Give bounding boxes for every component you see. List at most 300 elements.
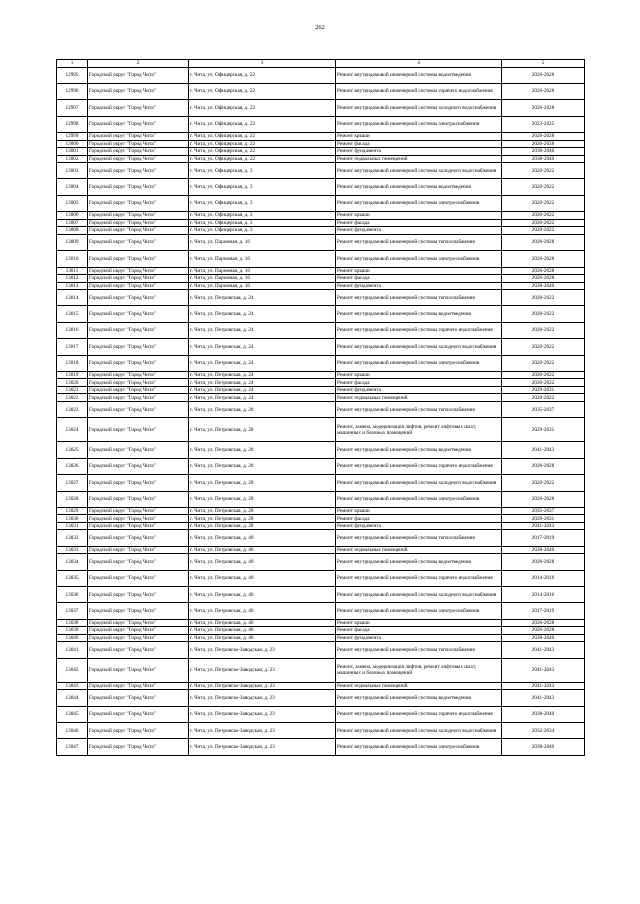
row-number-cell: 13040	[57, 634, 88, 642]
municipality-cell: Городской округ "Город Чита"	[88, 267, 189, 275]
table-row	[57, 546, 585, 554]
table-row	[57, 475, 585, 491]
period-cell: 2020-2022	[502, 339, 585, 355]
period-cell: 2020-2022	[502, 219, 585, 227]
period-cell: 2029-2031	[502, 386, 585, 394]
table-row	[57, 739, 585, 755]
period-cell: 2026-2028	[502, 275, 585, 283]
address-cell: г. Чита, ул. Петровская, д. 28	[189, 491, 336, 507]
municipality-cell: Городской округ "Город Чита"	[88, 379, 189, 387]
municipality-cell: Городской округ "Город Чита"	[88, 739, 189, 755]
period-cell: 2035-2037	[502, 401, 585, 417]
period-cell: 2026-2028	[502, 234, 585, 250]
address-cell: г. Чита, ул. Паромная, д. 16	[189, 282, 336, 290]
row-number-cell: 13047	[57, 739, 88, 755]
table-row	[57, 155, 585, 163]
row-number-cell: 13004	[57, 179, 88, 195]
address-cell: г. Чита, ул. Петровская, д. 40	[189, 546, 336, 554]
address-cell: г. Чита, ул. Петровская, д. 24	[189, 379, 336, 387]
row-number-cell: 13003	[57, 163, 88, 179]
address-cell: г. Чита, ул. Петровская, д. 24	[189, 386, 336, 394]
table-row	[57, 522, 585, 530]
period-cell: 2041-2043	[502, 690, 585, 706]
period-cell: 2026-2028	[502, 458, 585, 474]
address-cell: г. Чита, ул. Офицерская, д. 22	[189, 67, 336, 83]
table-row	[57, 690, 585, 706]
row-number-cell: 13036	[57, 587, 88, 603]
work-type-cell: Ремонт фундамента	[336, 386, 502, 394]
row-number-cell: 12998	[57, 116, 88, 132]
period-cell: 2020-2022	[502, 290, 585, 306]
work-type-cell: Ремонт подвальных помещений	[336, 546, 502, 554]
table-row	[57, 251, 585, 267]
municipality-cell: Городской округ "Город Чита"	[88, 642, 189, 658]
work-type-cell: Ремонт внутридомовой инженерной системы теплоснабжения	[336, 290, 502, 306]
period-cell: 2020-2022	[502, 371, 585, 379]
row-number-cell: 13035	[57, 570, 88, 586]
work-type-cell: Ремонт подвальных помещений	[336, 155, 502, 163]
municipality-cell: Городской округ "Город Чита"	[88, 386, 189, 394]
table-row	[57, 627, 585, 635]
work-type-cell: Ремонт внутридомовой инженерной системы электроснабжения	[336, 355, 502, 371]
period-cell: 2038-2040	[502, 546, 585, 554]
table-row	[57, 140, 585, 148]
work-type-cell: Ремонт внутридомовой инженерной системы горячего водоснабжения	[336, 458, 502, 474]
table-row	[57, 570, 585, 586]
municipality-cell: Городской округ "Город Чита"	[88, 619, 189, 627]
row-number-cell: 13014	[57, 290, 88, 306]
column-header: 3	[189, 60, 336, 68]
work-type-cell: Ремонт внутридомовой инженерной системы холодного водоснабжения	[336, 475, 502, 491]
period-cell: 2020-2022	[502, 163, 585, 179]
row-number-cell: 13018	[57, 355, 88, 371]
row-number-cell: 13030	[57, 515, 88, 523]
row-number-cell: 13027	[57, 475, 88, 491]
address-cell: г. Чита, ул. Паромная, д. 16	[189, 251, 336, 267]
municipality-cell: Городской округ "Город Чита"	[88, 418, 189, 442]
work-type-cell: Ремонт внутридомовой инженерной системы холодного водоснабжения	[336, 587, 502, 603]
address-cell: г. Чита, ул. Петровская, д. 24	[189, 306, 336, 322]
work-type-cell: Ремонт внутридомовой инженерной системы водоотведения	[336, 690, 502, 706]
address-cell: г. Чита, ул. Петровская, д. 28	[189, 418, 336, 442]
period-cell: 2026-2028	[502, 619, 585, 627]
row-number-cell: 13008	[57, 227, 88, 235]
work-type-cell: Ремонт внутридомовой инженерной системы горячего водоснабжения	[336, 322, 502, 338]
row-number-cell: 13005	[57, 195, 88, 211]
address-cell: г. Чита, ул. Петровская, д. 28	[189, 515, 336, 523]
table-row	[57, 371, 585, 379]
address-cell: г. Чита, ул. Петровская, д. 40	[189, 619, 336, 627]
municipality-cell: Городской округ "Город Чита"	[88, 219, 189, 227]
address-cell: г. Чита, ул. Офицерская, д. 22	[189, 100, 336, 116]
table-row	[57, 163, 585, 179]
municipality-cell: Городской округ "Город Чита"	[88, 530, 189, 546]
period-cell: 2020-2022	[502, 227, 585, 235]
work-type-cell: Ремонт фасада	[336, 140, 502, 148]
municipality-cell: Городской округ "Город Чита"	[88, 322, 189, 338]
row-number-cell: 13046	[57, 723, 88, 739]
table-row	[57, 290, 585, 306]
table-body	[57, 67, 585, 755]
work-type-cell: Ремонт, замена, модернизация лифтов, ремонт лифтовых шахт, машинных и блочных помещений	[336, 658, 502, 682]
work-type-cell: Ремонт фундамента	[336, 282, 502, 290]
table-row	[57, 658, 585, 682]
address-cell: г. Чита, ул. Петровская, д. 28	[189, 442, 336, 458]
row-number-cell: 13023	[57, 401, 88, 417]
period-cell: 2038-2040	[502, 634, 585, 642]
work-type-cell: Ремонт крыши	[336, 507, 502, 515]
row-number-cell: 13034	[57, 554, 88, 570]
work-type-cell: Ремонт фасада	[336, 219, 502, 227]
period-cell: 2026-2028	[502, 267, 585, 275]
municipality-cell: Городской округ "Город Чита"	[88, 227, 189, 235]
period-cell: 2041-2043	[502, 522, 585, 530]
address-cell: г. Чита, ул. Петровская, д. 40	[189, 554, 336, 570]
table-row	[57, 386, 585, 394]
table-row	[57, 723, 585, 739]
municipality-cell: Городской округ "Город Чита"	[88, 355, 189, 371]
address-cell: г. Чита, ул. Петровская, д. 28	[189, 522, 336, 530]
address-cell: г. Чита, ул. Петровская, д. 40	[189, 570, 336, 586]
work-type-cell: Ремонт крыши	[336, 133, 502, 141]
table-row	[57, 379, 585, 387]
capital-repair-table	[56, 59, 585, 756]
municipality-cell: Городской округ "Город Чита"	[88, 682, 189, 690]
period-cell: 2029-2031	[502, 515, 585, 523]
row-number-cell: 13001	[57, 148, 88, 156]
row-number-cell: 13017	[57, 339, 88, 355]
row-number-cell: 13037	[57, 603, 88, 619]
work-type-cell: Ремонт внутридомовой инженерной системы теплоснабжения	[336, 234, 502, 250]
row-number-cell: 13021	[57, 386, 88, 394]
table-row	[57, 515, 585, 523]
address-cell: г. Чита, ул. Паромная, д. 16	[189, 275, 336, 283]
period-cell: 2026-2028	[502, 251, 585, 267]
period-cell: 2020-2022	[502, 394, 585, 402]
period-cell: 2014-2016	[502, 570, 585, 586]
address-cell: г. Чита, ул. Офицерская, д. 22	[189, 83, 336, 99]
address-cell: г. Чита, ул. Офицерская, д. 22	[189, 133, 336, 141]
address-cell: г. Чита, ул. Офицерская, д. 3	[189, 212, 336, 220]
work-type-cell: Ремонт фасада	[336, 515, 502, 523]
municipality-cell: Городской округ "Город Чита"	[88, 133, 189, 141]
row-number-cell: 13020	[57, 379, 88, 387]
row-number-cell: 13032	[57, 530, 88, 546]
table-row	[57, 275, 585, 283]
municipality-cell: Городской округ "Город Чита"	[88, 290, 189, 306]
column-header: 4	[336, 60, 502, 68]
period-cell: 2038-2040	[502, 155, 585, 163]
address-cell: г. Чита, ул. Офицерская, д. 3	[189, 195, 336, 211]
work-type-cell: Ремонт внутридомовой инженерной системы электроснабжения	[336, 251, 502, 267]
period-cell: 2020-2022	[502, 212, 585, 220]
municipality-cell: Городской округ "Город Чита"	[88, 155, 189, 163]
period-cell: 2032-2034	[502, 723, 585, 739]
work-type-cell: Ремонт внутридомовой инженерной системы электроснабжения	[336, 739, 502, 755]
address-cell: г. Чита, ул. Петровско-Заводская, д. 23	[189, 706, 336, 722]
table-row	[57, 322, 585, 338]
work-type-cell: Ремонт крыши	[336, 619, 502, 627]
table-row	[57, 603, 585, 619]
work-type-cell: Ремонт фундамента	[336, 227, 502, 235]
work-type-cell: Ремонт внутридомовой инженерной системы теплоснабжения	[336, 401, 502, 417]
table-row	[57, 491, 585, 507]
row-number-cell: 13012	[57, 275, 88, 283]
work-type-cell: Ремонт внутридомовой инженерной системы холодного водоснабжения	[336, 339, 502, 355]
period-cell: 2029-2031	[502, 418, 585, 442]
work-type-cell: Ремонт фасада	[336, 379, 502, 387]
municipality-cell: Городской округ "Город Чита"	[88, 507, 189, 515]
address-cell: г. Чита, ул. Петровская, д. 28	[189, 507, 336, 515]
period-cell: 2035-2037	[502, 507, 585, 515]
address-cell: г. Чита, ул. Петровская, д. 28	[189, 458, 336, 474]
work-type-cell: Ремонт фундамента	[336, 634, 502, 642]
address-cell: г. Чита, ул. Петровская, д. 40	[189, 634, 336, 642]
table-row	[57, 148, 585, 156]
period-cell: 2020-2022	[502, 322, 585, 338]
work-type-cell: Ремонт внутридомовой инженерной системы водоотведения	[336, 179, 502, 195]
municipality-cell: Городской округ "Город Чита"	[88, 546, 189, 554]
work-type-cell: Ремонт подвальных помещений	[336, 682, 502, 690]
table-row	[57, 219, 585, 227]
table-row	[57, 418, 585, 442]
table-row	[57, 227, 585, 235]
period-cell: 2026-2028	[502, 554, 585, 570]
table-row	[57, 282, 585, 290]
work-type-cell: Ремонт крыши	[336, 267, 502, 275]
address-cell: г. Чита, ул. Петровская, д. 24	[189, 290, 336, 306]
row-number-cell: 13025	[57, 442, 88, 458]
table-row	[57, 179, 585, 195]
municipality-cell: Городской округ "Город Чита"	[88, 306, 189, 322]
municipality-cell: Городской округ "Город Чита"	[88, 603, 189, 619]
period-cell: 2026-2028	[502, 133, 585, 141]
municipality-cell: Городской округ "Город Чита"	[88, 251, 189, 267]
work-type-cell: Ремонт внутридомовой инженерной системы горячего водоснабжения	[336, 570, 502, 586]
row-number-cell: 13029	[57, 507, 88, 515]
municipality-cell: Городской округ "Город Чита"	[88, 163, 189, 179]
municipality-cell: Городской округ "Город Чита"	[88, 627, 189, 635]
work-type-cell: Ремонт, замена, модернизация лифтов, ремонт лифтовых шахт, машинных и блочных помещений	[336, 418, 502, 442]
row-number-cell: 13026	[57, 458, 88, 474]
period-cell: 2026-2028	[502, 100, 585, 116]
table-row	[57, 306, 585, 322]
address-cell: г. Чита, ул. Паромная, д. 16	[189, 267, 336, 275]
work-type-cell: Ремонт внутридомовой инженерной системы горячего водоснабжения	[336, 706, 502, 722]
table-row	[57, 458, 585, 474]
period-cell: 2041-2043	[502, 442, 585, 458]
row-number-cell: 13010	[57, 251, 88, 267]
municipality-cell: Городской округ "Город Чита"	[88, 475, 189, 491]
municipality-cell: Городской округ "Город Чита"	[88, 339, 189, 355]
table-row	[57, 355, 585, 371]
table-row	[57, 634, 585, 642]
work-type-cell: Ремонт внутридомовой инженерной системы теплоснабжения	[336, 642, 502, 658]
row-number-cell: 12997	[57, 100, 88, 116]
table-row	[57, 682, 585, 690]
period-cell: 2023-2025	[502, 116, 585, 132]
address-cell: г. Чита, ул. Офицерская, д. 3	[189, 219, 336, 227]
row-number-cell: 13038	[57, 619, 88, 627]
table-row	[57, 442, 585, 458]
period-cell: 2020-2022	[502, 355, 585, 371]
municipality-cell: Городской округ "Город Чита"	[88, 282, 189, 290]
row-number-cell: 13022	[57, 394, 88, 402]
table-row	[57, 234, 585, 250]
column-header: 5	[502, 60, 585, 68]
address-cell: г. Чита, ул. Петровская, д. 28	[189, 401, 336, 417]
table-row	[57, 67, 585, 83]
table-row	[57, 339, 585, 355]
address-cell: г. Чита, ул. Петровская, д. 24	[189, 371, 336, 379]
municipality-cell: Городской округ "Город Чита"	[88, 67, 189, 83]
municipality-cell: Городской округ "Город Чита"	[88, 212, 189, 220]
table-row	[57, 195, 585, 211]
address-cell: г. Чита, ул. Петровская, д. 40	[189, 587, 336, 603]
work-type-cell: Ремонт внутридомовой инженерной системы водоотведения	[336, 554, 502, 570]
table-row	[57, 554, 585, 570]
period-cell: 2038-2040	[502, 739, 585, 755]
work-type-cell: Ремонт подвальных помещений	[336, 394, 502, 402]
municipality-cell: Городской округ "Город Чита"	[88, 83, 189, 99]
row-number-cell: 13041	[57, 642, 88, 658]
municipality-cell: Городской округ "Город Чита"	[88, 587, 189, 603]
period-cell: 2020-2022	[502, 195, 585, 211]
period-cell: 2026-2028	[502, 83, 585, 99]
table-row	[57, 212, 585, 220]
period-cell: 2026-2028	[502, 491, 585, 507]
municipality-cell: Городской округ "Город Чита"	[88, 148, 189, 156]
work-type-cell: Ремонт внутридомовой инженерной системы водоотведения	[336, 442, 502, 458]
municipality-cell: Городской округ "Город Чита"	[88, 690, 189, 706]
header-row	[57, 60, 585, 68]
row-number-cell: 12996	[57, 83, 88, 99]
work-type-cell: Ремонт внутридомовой инженерной системы электроснабжения	[336, 603, 502, 619]
municipality-cell: Городской округ "Город Чита"	[88, 522, 189, 530]
address-cell: г. Чита, ул. Офицерская, д. 22	[189, 155, 336, 163]
address-cell: г. Чита, ул. Офицерская, д. 3	[189, 163, 336, 179]
row-number-cell: 13007	[57, 219, 88, 227]
row-number-cell: 13019	[57, 371, 88, 379]
row-number-cell: 13009	[57, 234, 88, 250]
municipality-cell: Городской округ "Город Чита"	[88, 195, 189, 211]
address-cell: г. Чита, ул. Офицерская, д. 22	[189, 116, 336, 132]
work-type-cell: Ремонт внутридомовой инженерной системы электроснабжения	[336, 491, 502, 507]
address-cell: г. Чита, ул. Петровская, д. 24	[189, 394, 336, 402]
period-cell: 2017-2019	[502, 530, 585, 546]
work-type-cell: Ремонт внутридомовой инженерной системы электроснабжения	[336, 116, 502, 132]
work-type-cell: Ремонт крыши	[336, 371, 502, 379]
row-number-cell: 13002	[57, 155, 88, 163]
address-cell: г. Чита, ул. Офицерская, д. 3	[189, 227, 336, 235]
address-cell: г. Чита, ул. Петровско-Заводская, д. 23	[189, 723, 336, 739]
period-cell: 2026-2028	[502, 140, 585, 148]
period-cell: 2026-2028	[502, 67, 585, 83]
table-row	[57, 394, 585, 402]
table-row	[57, 116, 585, 132]
address-cell: г. Чита, ул. Офицерская, д. 22	[189, 148, 336, 156]
municipality-cell: Городской округ "Город Чита"	[88, 275, 189, 283]
row-number-cell: 12999	[57, 133, 88, 141]
row-number-cell: 13015	[57, 306, 88, 322]
address-cell: г. Чита, ул. Петровская, д. 40	[189, 627, 336, 635]
municipality-cell: Городской округ "Город Чита"	[88, 706, 189, 722]
municipality-cell: Городской округ "Город Чита"	[88, 723, 189, 739]
work-type-cell: Ремонт крыши	[336, 212, 502, 220]
work-type-cell: Ремонт фасада	[336, 627, 502, 635]
work-type-cell: Ремонт внутридомовой инженерной системы водоотведения	[336, 67, 502, 83]
table-row	[57, 267, 585, 275]
table-row	[57, 507, 585, 515]
municipality-cell: Городской округ "Город Чита"	[88, 570, 189, 586]
work-type-cell: Ремонт внутридомовой инженерной системы горячего водоснабжения	[336, 83, 502, 99]
municipality-cell: Городской округ "Город Чита"	[88, 515, 189, 523]
table-row	[57, 530, 585, 546]
municipality-cell: Городской округ "Город Чита"	[88, 554, 189, 570]
work-type-cell: Ремонт внутридомовой инженерной системы холодного водоснабжения	[336, 723, 502, 739]
municipality-cell: Городской округ "Город Чита"	[88, 401, 189, 417]
address-cell: г. Чита, ул. Петровская, д. 28	[189, 475, 336, 491]
municipality-cell: Городской округ "Город Чита"	[88, 100, 189, 116]
period-cell: 2041-2043	[502, 642, 585, 658]
table-row	[57, 401, 585, 417]
row-number-cell: 13013	[57, 282, 88, 290]
period-cell: 2041-2043	[502, 658, 585, 682]
period-cell: 2026-2028	[502, 627, 585, 635]
row-number-cell: 13044	[57, 690, 88, 706]
table-row	[57, 706, 585, 722]
row-number-cell: 13042	[57, 658, 88, 682]
address-cell: г. Чита, ул. Петровская, д. 40	[189, 603, 336, 619]
municipality-cell: Городской округ "Город Чита"	[88, 371, 189, 379]
address-cell: г. Чита, ул. Петровско-Заводская, д. 23	[189, 658, 336, 682]
work-type-cell: Ремонт внутридомовой инженерной системы электроснабжения	[336, 195, 502, 211]
address-cell: г. Чита, ул. Петровско-Заводская, д. 23	[189, 682, 336, 690]
row-number-cell: 13011	[57, 267, 88, 275]
column-header: 2	[88, 60, 189, 68]
table-row	[57, 133, 585, 141]
row-number-cell: 13039	[57, 627, 88, 635]
period-cell: 2017-2019	[502, 603, 585, 619]
municipality-cell: Городской округ "Город Чита"	[88, 658, 189, 682]
work-type-cell: Ремонт фундамента	[336, 522, 502, 530]
period-cell: 2038-2040	[502, 706, 585, 722]
table-row	[57, 619, 585, 627]
municipality-cell: Городской округ "Город Чита"	[88, 140, 189, 148]
work-type-cell: Ремонт внутридомовой инженерной системы холодного водоснабжения	[336, 100, 502, 116]
work-type-cell: Ремонт фасада	[336, 275, 502, 283]
address-cell: г. Чита, ул. Офицерская, д. 22	[189, 140, 336, 148]
address-cell: г. Чита, ул. Петровская, д. 24	[189, 355, 336, 371]
period-cell: 2038-2040	[502, 148, 585, 156]
row-number-cell: 13000	[57, 140, 88, 148]
address-cell: г. Чита, ул. Петровско-Заводская, д. 23	[189, 642, 336, 658]
row-number-cell: 13045	[57, 706, 88, 722]
municipality-cell: Городской округ "Город Чита"	[88, 458, 189, 474]
row-number-cell: 12995	[57, 67, 88, 83]
address-cell: г. Чита, ул. Петровско-Заводская, д. 23	[189, 690, 336, 706]
address-cell: г. Чита, ул. Паромная, д. 16	[189, 234, 336, 250]
work-type-cell: Ремонт внутридомовой инженерной системы теплоснабжения	[336, 530, 502, 546]
period-cell: 2014-2016	[502, 587, 585, 603]
table-row	[57, 642, 585, 658]
municipality-cell: Городской округ "Город Чита"	[88, 442, 189, 458]
table-row	[57, 83, 585, 99]
municipality-cell: Городской округ "Город Чита"	[88, 491, 189, 507]
address-cell: г. Чита, ул. Петровско-Заводская, д. 23	[189, 739, 336, 755]
period-cell: 2020-2022	[502, 306, 585, 322]
period-cell: 2020-2022	[502, 475, 585, 491]
